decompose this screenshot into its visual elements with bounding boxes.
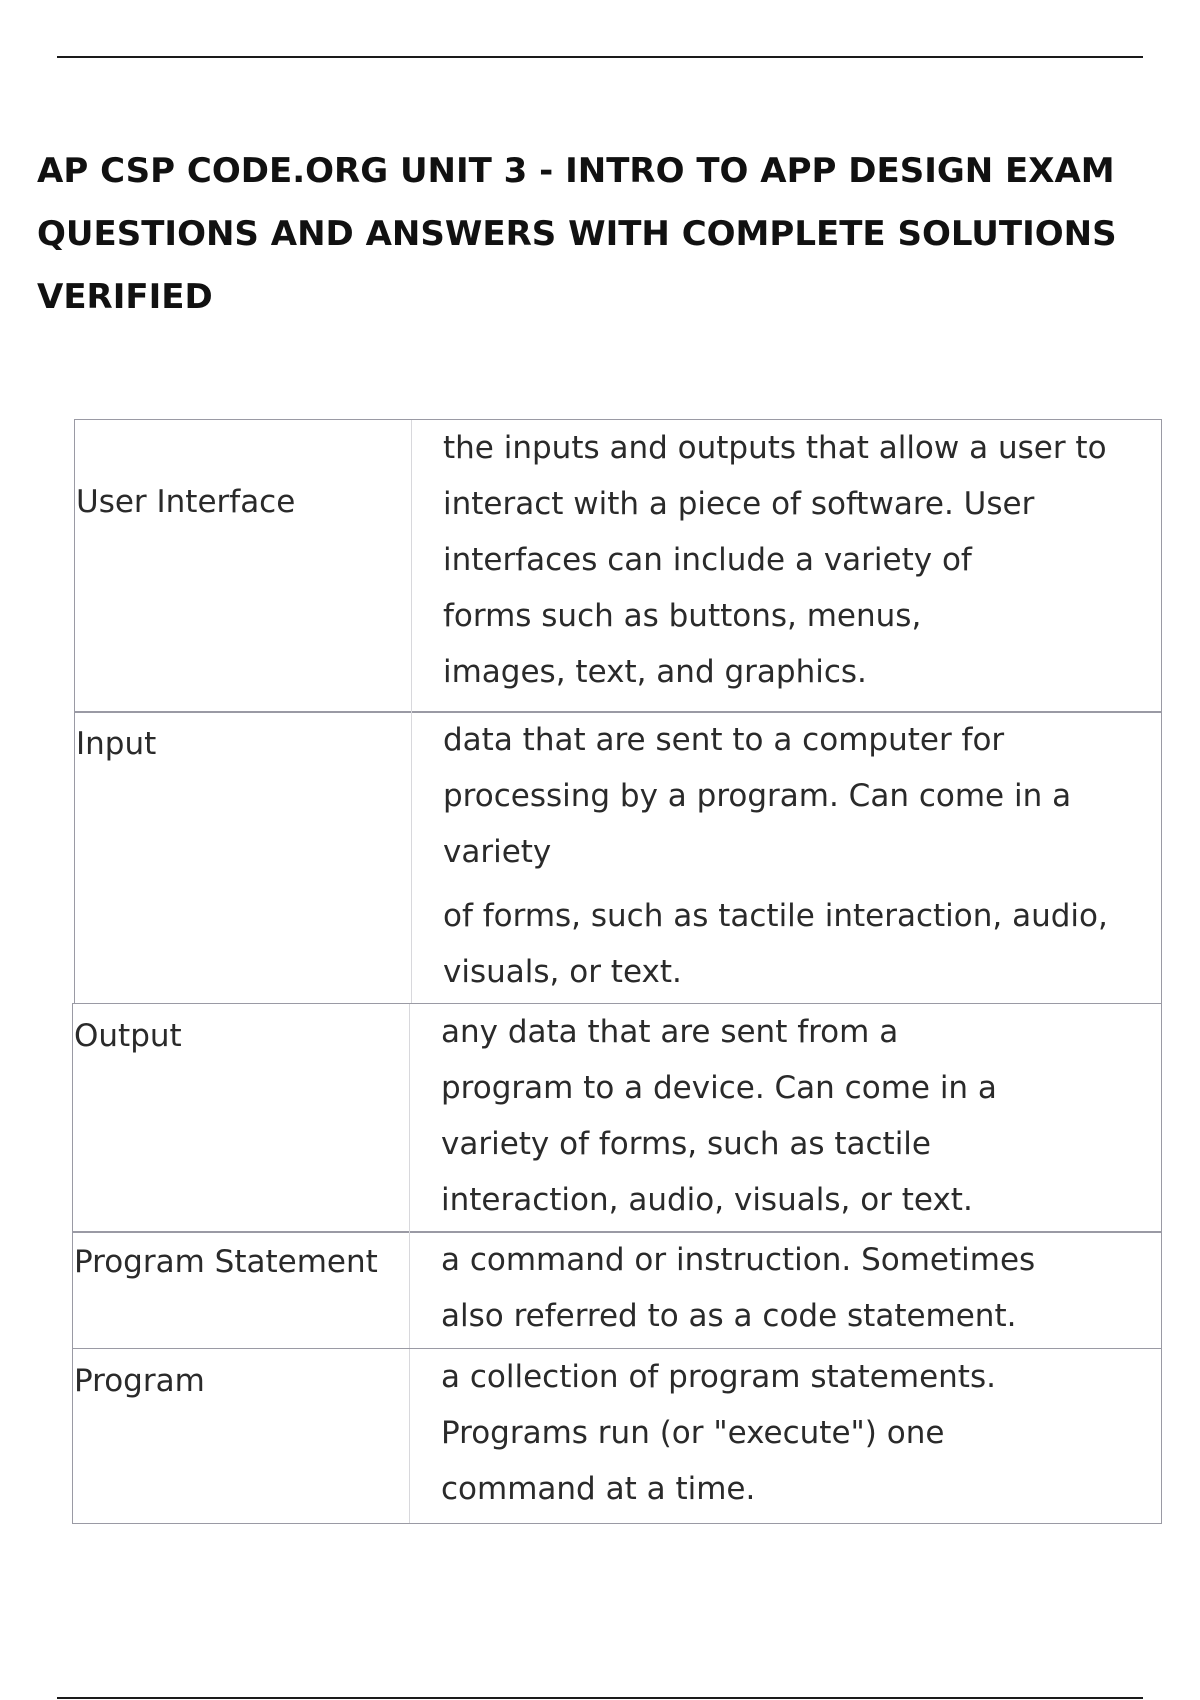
bottom-divider [57, 1697, 1143, 1699]
definition-line: forms such as buttons, menus, [443, 597, 922, 634]
definition-line: interact with a piece of software. User [443, 485, 1035, 522]
term-cell: Input [75, 712, 412, 1003]
definition-line: variety [443, 834, 552, 870]
definition-cell [410, 1004, 1161, 1232]
definition-cell [410, 1349, 1161, 1523]
term-cell: Program [73, 1349, 410, 1523]
document-title [37, 140, 1167, 329]
table-row [72, 1003, 1162, 1233]
definition-line: command at a time. [441, 1470, 756, 1507]
title-line: QUESTIONS AND ANSWERS WITH COMPLETE SOLUTIONS [37, 214, 1117, 254]
definition-line: interaction, audio, visuals, or text. [441, 1181, 973, 1218]
definition-line: visuals, or text. [443, 954, 682, 990]
definition-line: a collection of program statements. [441, 1358, 996, 1395]
definition-line: interfaces can include a variety of [443, 541, 972, 578]
title-line: VERIFIED [37, 277, 213, 317]
definition-line: processing by a program. Can come in a [443, 778, 1072, 814]
definition-line: the inputs and outputs that allow a user to [443, 429, 1107, 466]
glossary-table [74, 420, 1162, 1524]
definition-line: images, text, and graphics. [443, 653, 867, 690]
definition-line: Programs run (or "execute") one [441, 1414, 945, 1451]
table-row [74, 711, 1162, 1004]
table-row [72, 1231, 1162, 1349]
definition-line: any data that are sent from a [441, 1013, 899, 1050]
definition-cell [412, 420, 1161, 712]
definition-line: data that are sent to a computer for [443, 722, 1005, 758]
definition-line: variety of forms, such as tactile [441, 1125, 931, 1162]
term-cell: Program Statement [73, 1232, 410, 1348]
definition-line: of forms, such as tactile interaction, audio, [443, 898, 1108, 934]
top-divider [57, 56, 1143, 58]
title-line: AP CSP CODE.ORG UNIT 3 - INTRO TO APP DESIGN EXAM [37, 151, 1115, 191]
table-row [72, 1348, 1162, 1524]
definition-line: also referred to as a code statement. [441, 1298, 1017, 1334]
definition-cell [410, 1232, 1161, 1348]
definition-line: a command or instruction. Sometimes [441, 1242, 1036, 1278]
table-row [74, 419, 1162, 713]
term-cell: User Interface [75, 420, 412, 712]
definition-cell [412, 712, 1161, 1003]
term-cell: Output [73, 1004, 410, 1232]
definition-line: program to a device. Can come in a [441, 1069, 997, 1106]
